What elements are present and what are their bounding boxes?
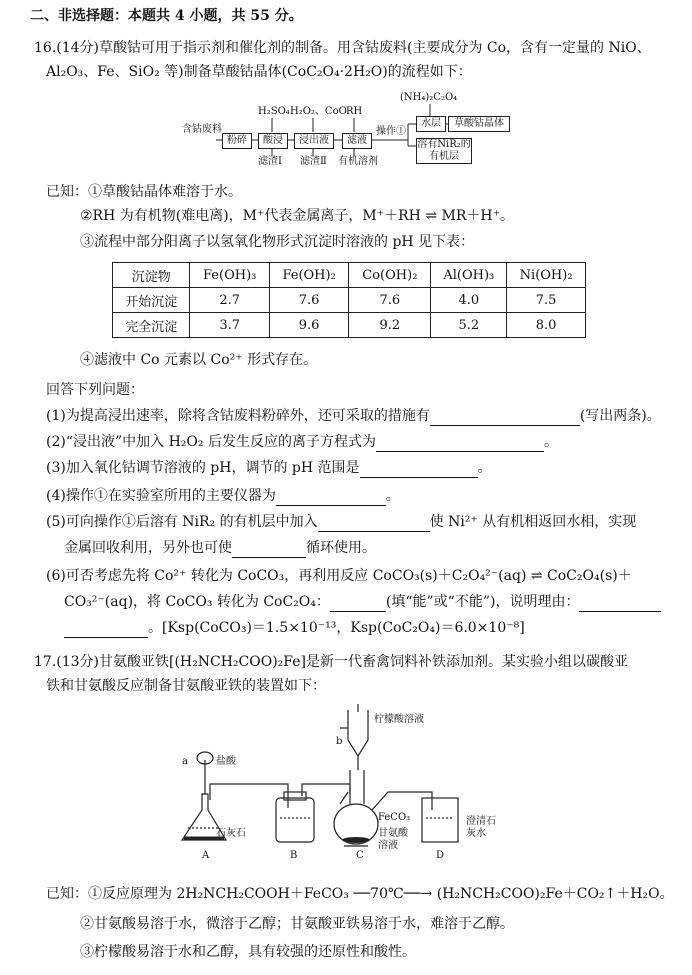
flow-reagent-h2so4: H₂SO₄ — [258, 106, 290, 117]
ph-header-cell: 沉淀物 — [113, 263, 190, 288]
q16-part6-blank2[interactable] — [579, 597, 661, 612]
q16-intro-line1: 16.(14分)草酸钴可用于指示剂和催化剂的制备。用含钴废料(主要成分为 Co，含有一定量的 NiO、 — [34, 40, 651, 56]
q16-part2-blank[interactable] — [376, 437, 544, 452]
q16-part1-text: (1)为提高浸出速率，除将含钴废料粉碎外，还可采取的措施有 — [46, 408, 430, 424]
q16-part5-tail: 使 Ni²⁺ 从有机相返回水相，实现 — [429, 514, 637, 530]
q16-part3 — [46, 458, 492, 478]
ph-cell: 7.5 — [507, 288, 586, 313]
label-a: a — [182, 756, 188, 767]
q16-part6-blank3[interactable] — [64, 623, 148, 638]
q16-part3-blank[interactable] — [360, 463, 478, 478]
ph-cell: 2.7 — [190, 288, 269, 313]
label-A: A — [202, 850, 210, 861]
q16-known-2: ②RH 为有机物(难电离)，M⁺代表金属离子，M⁺＋RH ⇌ MR＋H⁺。 — [80, 208, 514, 224]
label-b: b — [336, 736, 343, 747]
label-citric-acid: 柠檬酸溶液 — [374, 714, 424, 725]
q16-part5-blank2[interactable] — [232, 543, 306, 558]
label-feco3: FeCO₃ — [378, 812, 411, 823]
q16-part2-text: (2)“浸出液”中加入 H₂O₂ 后发生反应的离子方程式为 — [46, 434, 376, 450]
q16-part6: (6)可否考虑先将 Co²⁺ 转化为 CoCO₃，再利用反应 CoCO₃(s)＋C₂O₄²⁻(aq) ⇌ CoC₂O₄(s)＋ — [46, 568, 632, 584]
ph-header-cell: Al(OH)₃ — [431, 263, 507, 288]
flow-acid-box: 酸浸 — [258, 133, 288, 149]
q16-part1-tail: (写出两条)。 — [579, 408, 661, 424]
q16-part5-blank[interactable] — [318, 517, 430, 532]
q16-part2 — [46, 432, 558, 452]
ph-table — [112, 262, 586, 338]
flow-organic-box: 溶有NiR₂的有机层 — [417, 139, 471, 162]
q16-part6-line3 — [64, 618, 525, 638]
label-limestone: 石灰石 — [216, 828, 246, 839]
q16-part2-tail: 。 — [543, 434, 558, 450]
flow-leach-box: 浸出液 — [294, 133, 334, 149]
q17-known-3: ③柠檬酸易溶于水和乙醇，具有较强的还原性和酸性。 — [80, 944, 416, 960]
label-hcl: 盐酸 — [216, 756, 236, 767]
q16-part5-tail2: 循环使用。 — [306, 540, 376, 556]
flow-reagent-oxalate: (NH₄)₂C₂O₄ — [400, 92, 458, 103]
ph-cell: 8.0 — [507, 313, 586, 338]
ph-cell: 3.7 — [190, 313, 269, 338]
flow-crush-box: 粉碎 — [222, 133, 252, 149]
ph-cell: 4.0 — [431, 288, 507, 313]
flow-organic-solvent: 有机溶剂 — [338, 156, 378, 167]
q17-intro-line1: 17.(13分)甘氨酸亚铁[(H₂NCH₂COO)₂Fe]是新一代畜禽饲料补铁添加剂。某实验小组以碳酸亚 — [34, 654, 628, 670]
q16-part5 — [46, 512, 636, 532]
flow-water-layer-box: 水层 — [416, 116, 446, 132]
flow-operation-1: 操作① — [376, 126, 406, 137]
process-flowchart — [182, 90, 512, 170]
q16-part1 — [46, 406, 661, 426]
q16-intro-line2: Al₂O₃、Fe、SiO₂ 等)制备草酸钴晶体(CoC₂O₄·2H₂O)的流程如下： — [46, 64, 472, 80]
label-C: C — [356, 850, 364, 861]
q16-known-3: ③流程中部分阳离子以氢氧化物形式沉淀时溶液的 pH 见下表： — [80, 234, 475, 250]
q16-part6-line2 — [64, 592, 661, 612]
q17-known-1: 已知：①反应原理为 2H₂NCH₂COOH＋FeCO₃ ──70℃──→ (H₂NCH₂COO)₂Fe＋CO₂↑＋H₂O。 — [46, 886, 674, 902]
q17-intro-line2: 铁和甘氨酸反应制备甘氨酸亚铁的装置如下： — [46, 678, 326, 694]
q16-part6-blank1[interactable] — [330, 597, 386, 612]
q16-part4-text: (4)操作①在实验室所用的主要仪器为 — [46, 488, 276, 504]
q16-part4-tail: 。 — [385, 488, 400, 504]
q17-known-2: ②甘氨酸易溶于水，微溶于乙醇；甘氨酸亚铁易溶于水，难溶于乙醇。 — [80, 916, 514, 932]
flow-filtrate-box: 滤液 — [342, 133, 372, 149]
q16-part5-cont — [64, 538, 376, 558]
ph-table-header — [113, 263, 586, 288]
label-D: D — [436, 850, 445, 861]
ph-header-cell: Fe(OH)₃ — [190, 263, 269, 288]
ph-cell: 5.2 — [431, 313, 507, 338]
ph-cell: 开始沉淀 — [113, 288, 190, 313]
q16-part4-blank[interactable] — [276, 491, 386, 506]
ph-cell: 7.6 — [269, 288, 348, 313]
flow-residue-1: 滤渣Ⅰ — [258, 156, 282, 167]
q16-part5-text: (5)可向操作①后溶有 NiR₂ 的有机层中加入 — [46, 514, 318, 530]
label-limewater: 澄清石灰水 — [466, 816, 496, 839]
q16-part6-ksp: 。[Ksp(CoCO₃)＝1.5×10⁻¹³，Ksp(CoC₂O₄)＝6.0×10⁻⁸] — [148, 620, 525, 636]
flow-reagent-h2o2-coo: H₂O₂、CoO — [290, 106, 347, 117]
ph-cell: 完全沉淀 — [113, 313, 190, 338]
flow-raw-label: 含钴废料 — [182, 124, 222, 135]
q16-known-1: 已知：①草酸钴晶体难溶于水。 — [46, 184, 242, 200]
label-glycine: 甘氨酸溶液 — [378, 828, 408, 851]
apparatus-diagram — [176, 700, 506, 870]
q16-part5-text2: 金属回收利用，另外也可使 — [64, 540, 232, 556]
ph-cell: 7.6 — [349, 288, 431, 313]
flow-residue-2: 滤渣Ⅱ — [300, 156, 327, 167]
section-title: 二、非选择题：本题共 4 小题，共 55 分。 — [30, 8, 303, 24]
apparatus-drawing — [176, 700, 506, 870]
q16-part3-tail: 。 — [477, 460, 492, 476]
q16-part4 — [46, 486, 400, 506]
q16-part1-blank[interactable] — [430, 411, 580, 426]
q16-part3-text: (3)加入氧化钴调节溶液的 pH，调节的 pH 范围是 — [46, 460, 360, 476]
flow-product-box: 草酸钴晶体 — [448, 116, 510, 132]
q16-part6-text: CO₃²⁻(aq)，将 CoCO₃ 转化为 CoC₂O₄： — [64, 594, 330, 610]
label-B: B — [290, 850, 298, 861]
table-row — [113, 313, 586, 338]
q16-part6-text2: (填“能”或“不能”)，说明理由： — [385, 594, 580, 610]
ph-header-cell: Co(OH)₂ — [349, 263, 431, 288]
ph-header-cell: Fe(OH)₂ — [269, 263, 348, 288]
ph-cell: 9.6 — [269, 313, 348, 338]
ph-cell: 9.2 — [349, 313, 431, 338]
q16-known-4: ④滤液中 Co 元素以 Co²⁺ 形式存在。 — [80, 352, 318, 368]
q16-answer-intro: 回答下列问题： — [46, 382, 144, 398]
flow-reagent-rh: RH — [346, 106, 363, 117]
ph-header-cell: Ni(OH)₂ — [507, 263, 586, 288]
table-row — [113, 288, 586, 313]
